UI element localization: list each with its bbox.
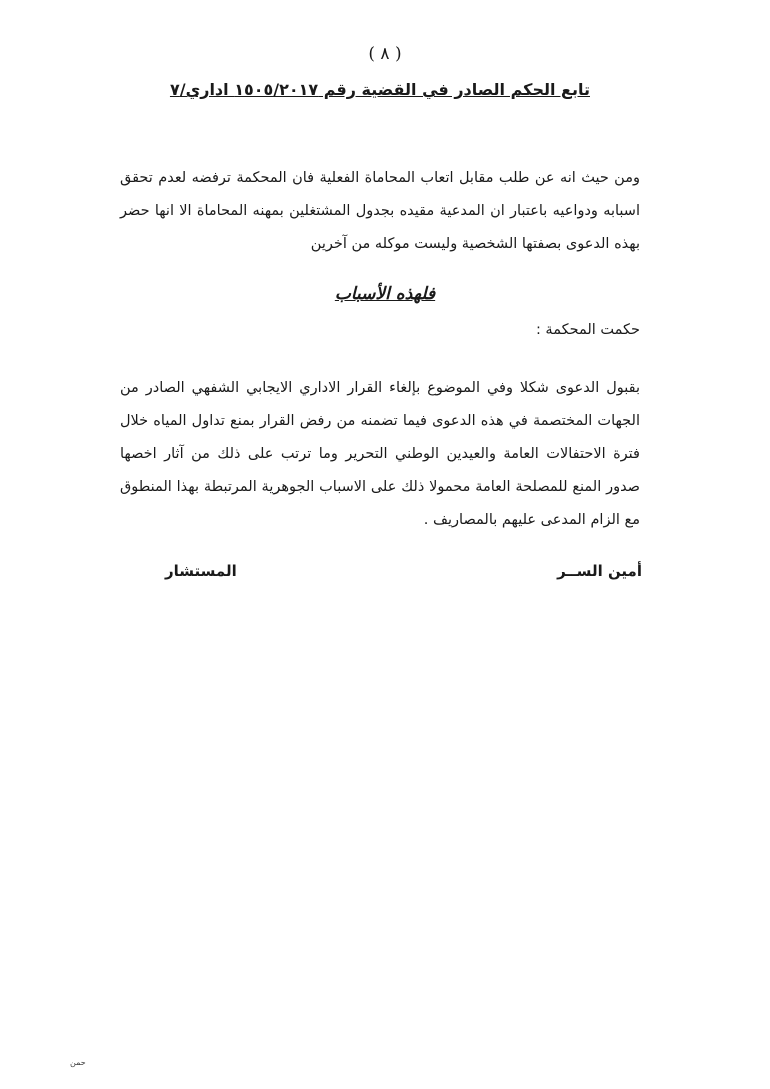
signature-counselor: المستشار	[165, 562, 237, 580]
ruling-paragraph: بقبول الدعوى شكلا وفي الموضوع بإلغاء القرار الاداري الايجابي الشفهي الصادر من الجهات المختصمة في هذه الدعوى فيما تضمنه من رفض القرار بمنع تداول المياه خلال فترة الاحتفالات العامة والعيدين الوطني التحرير وما ترتب على ذلك من آثار اخصها صدور المنع للمصلحة العامة محمولا ذلك على الاسباب الجوهرية المرتبطة بهذا المنطوق مع الزام المدعى عليهم بالمصاريف .	[120, 380, 640, 528]
reasoning-paragraph: ومن حيث انه عن طلب مقابل اتعاب المحاماة الفعلية فان المحكمة ترفضه لعدم تحقق اسبابه ودواعيه باعتبار ان المدعية مقيده بجدول المشتغلين بمهنه المحاماة الا انها حضر بهذه الدعوى بصفتها الشخصية وليست موكله من آخرين	[120, 170, 640, 252]
court-ruled-label: حكمت المحكمة :	[535, 322, 640, 338]
footer-mark: حمن	[70, 1058, 86, 1067]
case-header-title: تابع الحكم الصادر في القضية رقم ١٥٠٥/٢٠١٧ اداري/٧	[169, 80, 590, 99]
page-number: ( ٨ )	[368, 44, 402, 64]
signature-clerk: أمين الســر	[557, 562, 642, 580]
section-heading-reasons: فلهذه الأسباب	[334, 284, 436, 304]
